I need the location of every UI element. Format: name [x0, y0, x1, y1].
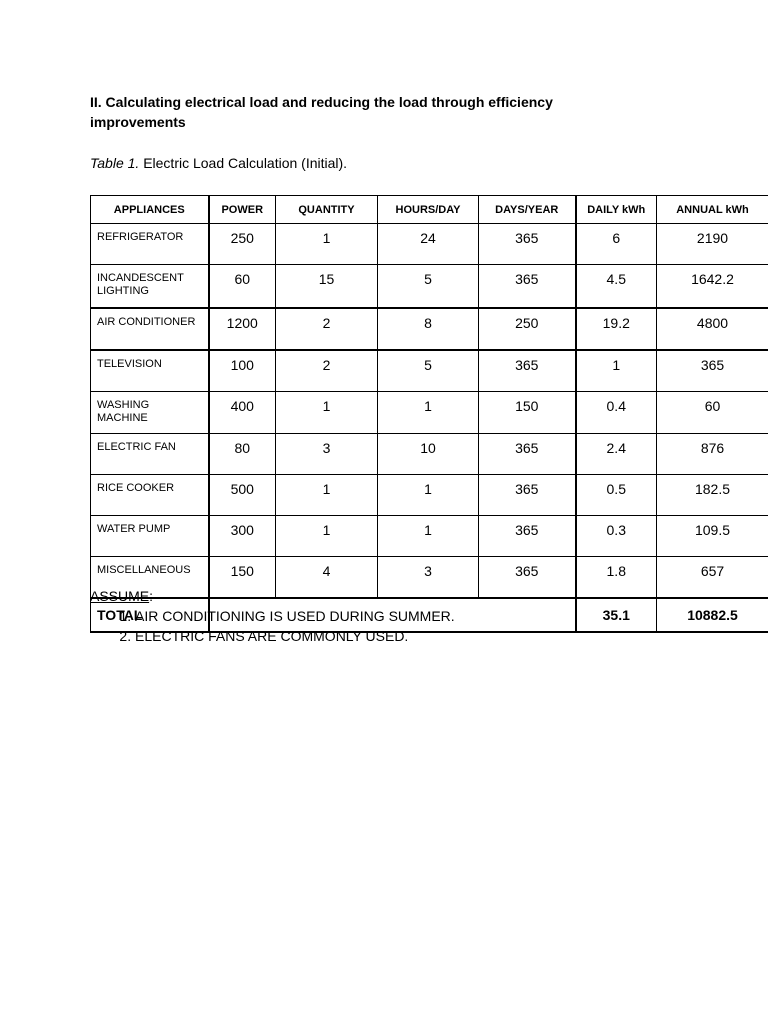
power-cell: 1200	[209, 308, 276, 350]
section-heading: II. Calculating electrical load and reducing the load through efficiency improvements	[90, 94, 553, 130]
table-row	[91, 433, 768, 474]
assume-title: ASSUME	[90, 588, 150, 604]
annual-kwh-cell: 60	[657, 391, 768, 433]
quantity-cell: 2	[276, 350, 378, 392]
assume-colon: :	[149, 588, 154, 604]
days-cell: 365	[479, 224, 576, 265]
header-appliances: APPLIANCES	[91, 196, 209, 224]
days-cell: 365	[479, 515, 576, 556]
appliance-cell: TELEVISION	[91, 350, 209, 392]
daily-kwh-cell: 0.5	[576, 474, 657, 515]
total-label: TOTAL	[91, 598, 209, 632]
table-row	[91, 391, 768, 433]
hours-cell: 8	[378, 308, 479, 350]
daily-kwh-cell: 4.5	[576, 265, 657, 308]
quantity-cell: 4	[276, 556, 378, 598]
load-calculation-table	[90, 195, 768, 633]
header-days-per-year: DAYS/YEAR	[479, 196, 576, 224]
assume-heading	[90, 586, 455, 606]
quantity-cell: 1	[276, 391, 378, 433]
annual-kwh-cell: 657	[657, 556, 768, 598]
daily-kwh-cell: 1	[576, 350, 657, 392]
power-cell: 300	[209, 515, 276, 556]
list-item: 2. ELECTRIC FANS ARE COMMONLY USED.	[135, 626, 455, 646]
table-row	[91, 350, 768, 392]
appliance-cell: MISCELLANEOUS	[91, 556, 209, 598]
power-cell: 60	[209, 265, 276, 308]
daily-kwh-cell: 1.8	[576, 556, 657, 598]
power-cell: 400	[209, 391, 276, 433]
assumptions	[90, 586, 455, 646]
hours-cell: 5	[378, 350, 479, 392]
table-row	[91, 265, 768, 308]
header-daily-kwh: DAILY kWh	[576, 196, 657, 224]
appliance-cell: AIR CONDITIONER	[91, 308, 209, 350]
appliance-cell: WATER PUMP	[91, 515, 209, 556]
power-cell: 80	[209, 433, 276, 474]
hours-cell: 3	[378, 556, 479, 598]
daily-kwh-cell: 19.2	[576, 308, 657, 350]
table-caption-label: Table 1.	[90, 155, 140, 171]
quantity-cell: 15	[276, 265, 378, 308]
annual-kwh-cell: 365	[657, 350, 768, 392]
days-cell: 150	[479, 391, 576, 433]
appliance-cell: RICE COOKER	[91, 474, 209, 515]
table-row	[91, 515, 768, 556]
hours-cell: 24	[378, 224, 479, 265]
quantity-cell: 3	[276, 433, 378, 474]
hours-cell: 5	[378, 265, 479, 308]
power-cell: 150	[209, 556, 276, 598]
header-power: POWER	[209, 196, 276, 224]
quantity-cell: 2	[276, 308, 378, 350]
appliance-cell: REFRIGERATOR	[91, 224, 209, 265]
annual-kwh-cell: 2190	[657, 224, 768, 265]
daily-kwh-cell: 0.4	[576, 391, 657, 433]
appliance-cell: WASHING MACHINE	[91, 391, 209, 433]
appliance-cell: INCANDESCENT LIGHTING	[91, 265, 209, 308]
days-cell: 250	[479, 308, 576, 350]
quantity-cell: 1	[276, 224, 378, 265]
annual-kwh-cell: 1642.2	[657, 265, 768, 308]
appliance-cell: ELECTRIC FAN	[91, 433, 209, 474]
hours-cell: 1	[378, 515, 479, 556]
days-cell: 365	[479, 350, 576, 392]
power-cell: 250	[209, 224, 276, 265]
hours-cell: 1	[378, 391, 479, 433]
total-daily-kwh: 35.1	[576, 598, 657, 632]
assume-list	[90, 606, 455, 646]
days-cell: 365	[479, 556, 576, 598]
quantity-cell: 1	[276, 474, 378, 515]
days-cell: 365	[479, 474, 576, 515]
annual-kwh-cell: 4800	[657, 308, 768, 350]
header-hours-per-day: HOURS/DAY	[378, 196, 479, 224]
hours-cell: 10	[378, 433, 479, 474]
table-row	[91, 308, 768, 350]
table-row	[91, 474, 768, 515]
total-annual-kwh: 10882.5	[657, 598, 768, 632]
table-caption	[90, 153, 347, 173]
header-annual-kwh: ANNUAL kWh	[657, 196, 768, 224]
table-header-row	[91, 196, 768, 224]
list-item: 1. AIR CONDITIONING IS USED DURING SUMMER.	[135, 606, 455, 626]
table-caption-text: Electric Load Calculation (Initial).	[139, 155, 348, 171]
table-row	[91, 224, 768, 265]
annual-kwh-cell: 182.5	[657, 474, 768, 515]
daily-kwh-cell: 0.3	[576, 515, 657, 556]
header-quantity: QUANTITY	[276, 196, 378, 224]
annual-kwh-cell: 876	[657, 433, 768, 474]
daily-kwh-cell: 6	[576, 224, 657, 265]
days-cell: 365	[479, 433, 576, 474]
power-cell: 100	[209, 350, 276, 392]
days-cell: 365	[479, 265, 576, 308]
annual-kwh-cell: 109.5	[657, 515, 768, 556]
quantity-cell: 1	[276, 515, 378, 556]
power-cell: 500	[209, 474, 276, 515]
hours-cell: 1	[378, 474, 479, 515]
daily-kwh-cell: 2.4	[576, 433, 657, 474]
